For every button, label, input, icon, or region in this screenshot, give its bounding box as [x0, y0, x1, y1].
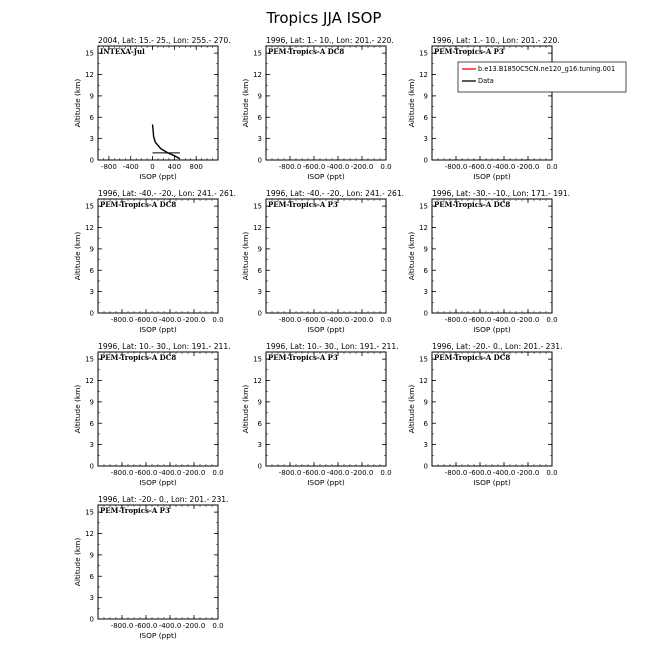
x-tick-label: -800.0 — [278, 316, 302, 324]
x-tick-label: -400.0 — [492, 316, 516, 324]
y-tick-label: 3 — [257, 441, 262, 450]
panel-header: 1996, Lat: -20.- 0., Lon: 201.- 231. — [432, 342, 563, 351]
plot-frame — [266, 46, 386, 160]
y-tick-label: 15 — [253, 355, 262, 364]
y-tick-label: 0 — [89, 156, 94, 165]
panel-header: 1996, Lat: -40.- -20., Lon: 241.- 261. — [98, 189, 237, 198]
legend-label: Data — [478, 77, 494, 85]
y-tick-label: 3 — [89, 594, 94, 603]
y-tick-label: 0 — [89, 615, 94, 624]
y-tick-label: 15 — [85, 508, 94, 517]
y-tick-label: 3 — [89, 135, 94, 144]
y-tick-label: 15 — [419, 49, 428, 58]
y-tick-label: 12 — [419, 71, 428, 79]
y-tick-label: 9 — [423, 92, 428, 101]
x-tick-label: -400.0 — [158, 622, 182, 630]
y-tick-label: 12 — [85, 71, 94, 79]
x-tick-label: 800 — [189, 163, 203, 171]
y-tick-label: 6 — [423, 266, 428, 275]
y-tick-label: 6 — [89, 113, 94, 122]
plot-frame — [266, 199, 386, 313]
x-tick-label: 0 — [150, 163, 155, 171]
x-tick-label: -400.0 — [492, 163, 516, 171]
y-tick-label: 9 — [89, 551, 94, 560]
y-tick-label: 3 — [423, 135, 428, 144]
y-tick-label: 12 — [85, 530, 94, 538]
y-tick-label: 12 — [253, 71, 262, 79]
series-line — [153, 124, 180, 158]
x-tick-label: -200.0 — [350, 316, 374, 324]
campaign-label: PEM-Tropics-A P3 — [100, 506, 170, 515]
chart-panel — [241, 342, 399, 487]
y-tick-label: 6 — [89, 572, 94, 581]
y-tick-label: 6 — [89, 266, 94, 275]
y-axis-label: Altitude (km) — [73, 231, 82, 281]
x-tick-label: -600.0 — [134, 316, 158, 324]
y-tick-label: 3 — [423, 288, 428, 297]
panel-header: 1996, Lat: -30.- -10., Lon: 171.- 191. — [432, 189, 571, 198]
y-tick-label: 15 — [253, 202, 262, 211]
chart-panel — [241, 189, 404, 334]
x-tick-label: -800.0 — [444, 163, 468, 171]
chart-panel — [73, 189, 236, 334]
y-tick-label: 3 — [257, 135, 262, 144]
chart-panel — [407, 189, 570, 334]
x-tick-label: -200.0 — [516, 316, 540, 324]
campaign-label: PEM-Tropics-A DC8 — [268, 47, 345, 56]
x-axis-label: ISOP (ppt) — [473, 325, 511, 334]
x-tick-label: 0.0 — [546, 163, 558, 171]
plot-frame — [98, 46, 218, 160]
y-tick-label: 3 — [89, 441, 94, 450]
campaign-label: PEM-Tropics-A DC8 — [434, 353, 511, 362]
chart-panel — [241, 36, 394, 181]
plot-frame — [98, 199, 218, 313]
x-tick-label: 0.0 — [546, 316, 558, 324]
x-tick-label: -400.0 — [326, 163, 350, 171]
x-tick-label: -800.0 — [444, 316, 468, 324]
y-tick-label: 15 — [85, 355, 94, 364]
chart-panel — [407, 36, 626, 181]
x-tick-label: -200.0 — [350, 163, 374, 171]
plot-frame — [98, 352, 218, 466]
plot-frame — [266, 352, 386, 466]
y-axis-label: Altitude (km) — [73, 384, 82, 434]
x-tick-label: -600.0 — [134, 622, 158, 630]
campaign-label: PEM-Tropics-A P3 — [434, 47, 504, 56]
y-tick-label: 6 — [257, 419, 262, 428]
y-axis-label: Altitude (km) — [241, 231, 250, 281]
y-tick-label: 0 — [257, 156, 262, 165]
y-tick-label: 9 — [89, 92, 94, 101]
x-axis-label: ISOP (ppt) — [473, 172, 511, 181]
x-tick-label: -400.0 — [158, 469, 182, 477]
chart-panel — [73, 495, 229, 640]
y-tick-label: 15 — [85, 49, 94, 58]
x-tick-label: -600.0 — [302, 163, 326, 171]
y-axis-label: Altitude (km) — [241, 384, 250, 434]
x-tick-label: -600.0 — [468, 316, 492, 324]
campaign-label: PEM-Tropics-A DC8 — [434, 200, 511, 209]
panel-header: 1996, Lat: 1.- 10., Lon: 201.- 220. — [432, 36, 560, 45]
x-axis-label: ISOP (ppt) — [473, 478, 511, 487]
x-tick-label: -400 — [122, 163, 139, 171]
y-tick-label: 9 — [89, 245, 94, 254]
y-tick-label: 15 — [253, 49, 262, 58]
x-axis-label: ISOP (ppt) — [307, 325, 345, 334]
x-tick-label: 400 — [167, 163, 182, 171]
x-tick-label: -400.0 — [326, 316, 350, 324]
x-tick-label: -600.0 — [134, 469, 158, 477]
y-tick-label: 6 — [423, 113, 428, 122]
y-tick-label: 0 — [257, 462, 262, 471]
x-tick-label: -800.0 — [110, 469, 134, 477]
campaign-label: PEM-Tropics-A DC8 — [100, 353, 177, 362]
x-tick-label: 0.0 — [380, 163, 392, 171]
legend-label: b.e13.B1850C5CN.ne120_g16.tuning.001 — [478, 65, 616, 73]
y-tick-label: 15 — [419, 355, 428, 364]
campaign-label: INTEXA-Jul — [100, 47, 145, 56]
x-tick-label: -800.0 — [110, 622, 134, 630]
x-tick-label: -200.0 — [350, 469, 374, 477]
y-tick-label: 6 — [257, 266, 262, 275]
plot-frame — [432, 352, 552, 466]
x-axis-label: ISOP (ppt) — [307, 172, 345, 181]
chart-panel — [407, 342, 563, 487]
x-axis-label: ISOP (ppt) — [139, 478, 177, 487]
x-tick-label: -200.0 — [516, 469, 540, 477]
x-tick-label: -200.0 — [182, 469, 206, 477]
y-tick-label: 12 — [253, 377, 262, 385]
y-tick-label: 9 — [89, 398, 94, 407]
panel-header: 1996, Lat: 10.- 30., Lon: 191.- 211. — [98, 342, 231, 351]
campaign-label: PEM-Tropics-A DC8 — [100, 200, 177, 209]
y-axis-label: Altitude (km) — [407, 78, 416, 128]
x-axis-label: ISOP (ppt) — [139, 325, 177, 334]
y-tick-label: 9 — [423, 398, 428, 407]
x-tick-label: -400.0 — [326, 469, 350, 477]
y-tick-label: 9 — [423, 245, 428, 254]
y-tick-label: 3 — [257, 288, 262, 297]
y-tick-label: 6 — [89, 419, 94, 428]
y-tick-label: 3 — [423, 441, 428, 450]
y-tick-label: 9 — [257, 245, 262, 254]
y-tick-label: 0 — [423, 309, 428, 318]
y-tick-label: 6 — [257, 113, 262, 122]
x-tick-label: -600.0 — [302, 469, 326, 477]
x-tick-label: -800 — [100, 163, 117, 171]
y-tick-label: 12 — [419, 224, 428, 232]
panel-header: 1996, Lat: 1.- 10., Lon: 201.- 220. — [266, 36, 394, 45]
x-tick-label: -200.0 — [182, 622, 206, 630]
x-axis-label: ISOP (ppt) — [139, 172, 177, 181]
x-tick-label: -800.0 — [110, 316, 134, 324]
figure-title: Tropics JJA ISOP — [266, 9, 382, 27]
panels — [73, 36, 626, 640]
panel-header: 1996, Lat: -40.- -20., Lon: 241.- 261. — [266, 189, 405, 198]
x-tick-label: 0.0 — [212, 622, 224, 630]
y-tick-label: 12 — [85, 224, 94, 232]
legend — [458, 62, 626, 92]
y-tick-label: 0 — [89, 462, 94, 471]
y-tick-label: 0 — [89, 309, 94, 318]
campaign-label: PEM-Tropics-A P3 — [268, 200, 338, 209]
y-tick-label: 12 — [253, 224, 262, 232]
x-tick-label: 0.0 — [380, 316, 392, 324]
x-tick-label: 0.0 — [380, 469, 392, 477]
y-tick-label: 3 — [89, 288, 94, 297]
y-tick-label: 15 — [419, 202, 428, 211]
y-tick-label: 9 — [257, 92, 262, 101]
chart-panel — [73, 342, 231, 487]
y-axis-label: Altitude (km) — [241, 78, 250, 128]
y-tick-label: 6 — [423, 419, 428, 428]
x-axis-label: ISOP (ppt) — [139, 631, 177, 640]
x-tick-label: -600.0 — [468, 163, 492, 171]
x-tick-label: -400.0 — [492, 469, 516, 477]
x-tick-label: 0.0 — [212, 316, 224, 324]
y-axis-label: Altitude (km) — [407, 384, 416, 434]
y-tick-label: 12 — [85, 377, 94, 385]
campaign-label: PEM-Tropics-A P3 — [268, 353, 338, 362]
x-tick-label: -800.0 — [278, 163, 302, 171]
y-axis-label: Altitude (km) — [73, 537, 82, 587]
y-tick-label: 12 — [419, 377, 428, 385]
x-tick-label: -200.0 — [516, 163, 540, 171]
x-tick-label: -600.0 — [302, 316, 326, 324]
x-tick-label: -200.0 — [182, 316, 206, 324]
y-tick-label: 9 — [257, 398, 262, 407]
x-axis-label: ISOP (ppt) — [307, 478, 345, 487]
y-tick-label: 15 — [85, 202, 94, 211]
y-axis-label: Altitude (km) — [73, 78, 82, 128]
y-tick-label: 0 — [257, 309, 262, 318]
panel-header: 2004, Lat: 15.- 25., Lon: 255.- 270. — [98, 36, 231, 45]
y-tick-label: 0 — [423, 156, 428, 165]
panel-header: 1996, Lat: -20.- 0., Lon: 201.- 231. — [98, 495, 229, 504]
panel-header: 1996, Lat: 10.- 30., Lon: 191.- 211. — [266, 342, 399, 351]
y-tick-label: 0 — [423, 462, 428, 471]
x-tick-label: 0.0 — [546, 469, 558, 477]
x-tick-label: -600.0 — [468, 469, 492, 477]
x-tick-label: -800.0 — [444, 469, 468, 477]
chart-panel — [73, 36, 231, 181]
y-axis-label: Altitude (km) — [407, 231, 416, 281]
plot-frame — [432, 199, 552, 313]
plot-frame — [98, 505, 218, 619]
x-tick-label: -800.0 — [278, 469, 302, 477]
x-tick-label: 0.0 — [212, 469, 224, 477]
x-tick-label: -400.0 — [158, 316, 182, 324]
